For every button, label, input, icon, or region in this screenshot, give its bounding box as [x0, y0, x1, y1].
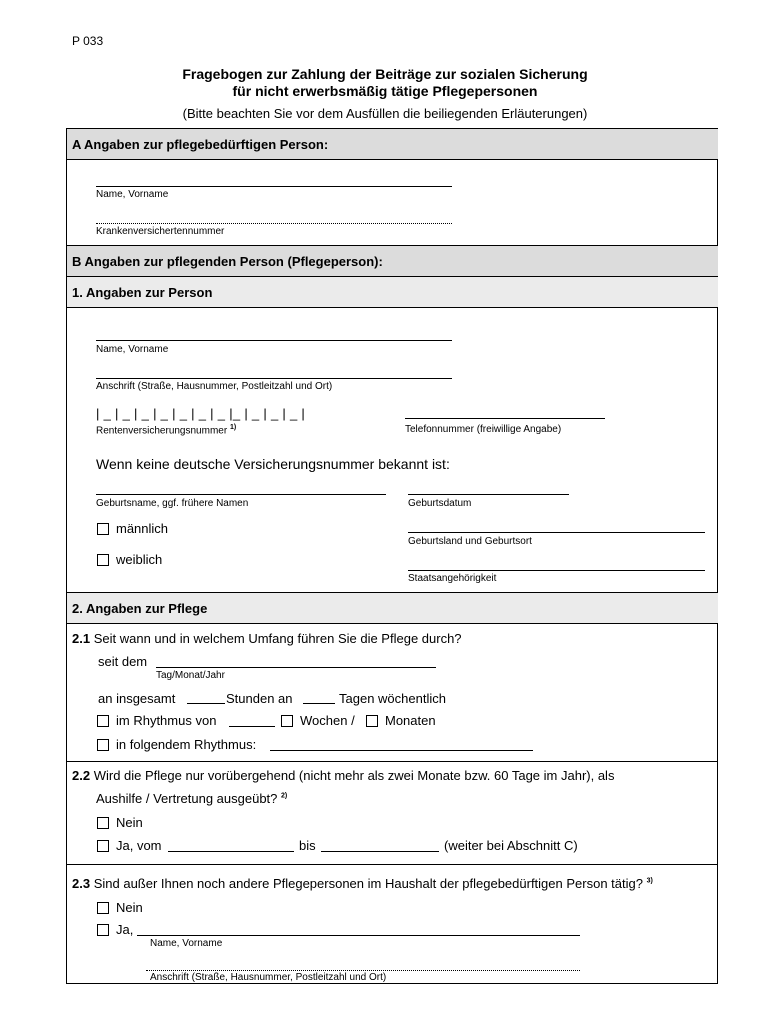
pension-footnote: 1)	[229, 424, 237, 431]
other-address-line[interactable]	[146, 970, 580, 971]
section-a-header: A Angaben zur pflegebedürftigen Person:	[67, 128, 718, 160]
caregiver-name-line[interactable]	[96, 340, 452, 341]
q21-text	[72, 631, 462, 646]
q22-no-checkbox[interactable]	[97, 817, 109, 829]
rhythm-line[interactable]	[229, 726, 275, 727]
hours-mid: Stunden an	[226, 691, 293, 706]
q22-yes-label: Ja, vom	[116, 838, 162, 853]
from-date-line[interactable]	[168, 851, 294, 852]
q22-question: Wird die Pflege nur vorübergehend (nicht mehr als zwei Monate bzw. 60 Tage im Jahr), als	[93, 768, 615, 783]
birthdate-line[interactable]	[408, 494, 569, 495]
nationality-line[interactable]	[408, 570, 705, 571]
following-rhythm-checkbox[interactable]	[97, 739, 109, 751]
q23-no-checkbox[interactable]	[97, 902, 109, 914]
rhythm-prefix: im Rhythmus von	[116, 713, 217, 728]
patient-insurance-label: Krankenversichertennummer	[96, 226, 225, 237]
hours-prefix: an insgesamt	[98, 691, 176, 706]
hours-line[interactable]	[187, 703, 225, 704]
separator-22	[67, 761, 718, 762]
hours-suffix: Tagen wöchentlich	[339, 691, 446, 706]
caregiver-address-line[interactable]	[96, 378, 452, 379]
section-b1-header: 1. Angaben zur Person	[67, 276, 718, 308]
q23-question: Sind außer Ihnen noch andere Pflegepersonen im Haushalt der pflegebedürftigen Person tätig?	[93, 876, 643, 891]
phone-line[interactable]	[405, 418, 605, 419]
birthname-label: Geburtsname, ggf. frühere Namen	[96, 498, 249, 509]
patient-name-line[interactable]	[96, 186, 452, 187]
date-hint: Tag/Monat/Jahr	[156, 670, 225, 681]
caregiver-name-label: Name, Vorname	[96, 344, 169, 355]
form-title-line1: Fragebogen zur Zahlung der Beiträge zur sozialen Sicherung	[182, 66, 588, 82]
q23-footnote: 3)	[646, 877, 653, 885]
male-label: männlich	[116, 521, 169, 536]
birthplace-label: Geburtsland und Geburtsort	[408, 536, 532, 547]
until-label: bis	[299, 838, 316, 853]
q21-number: 2.1	[72, 631, 91, 646]
birthname-line[interactable]	[96, 494, 386, 495]
q22-text-line2	[96, 791, 287, 806]
patient-name-label: Name, Vorname	[96, 189, 169, 200]
phone-label: Telefonnummer (freiwillige Angabe)	[405, 424, 562, 435]
weeks-label: Wochen /	[300, 713, 355, 728]
pension-number-field[interactable]: | _ | _ | _ | _ | _ | _ | _ |_ | _ | _ | _ |	[96, 406, 306, 421]
form-code: P 033	[72, 34, 104, 48]
caregiver-address-label: Anschrift (Straße, Hausnummer, Postleitzahl und Ort)	[96, 381, 333, 392]
pension-number-label-wrap	[96, 424, 236, 436]
rhythm-checkbox[interactable]	[97, 715, 109, 727]
months-checkbox[interactable]	[366, 715, 378, 727]
q23-no-label: Nein	[116, 900, 143, 915]
continue-c-label: (weiter bei Abschnitt C)	[444, 838, 578, 853]
birthplace-line[interactable]	[408, 532, 705, 533]
days-line[interactable]	[303, 703, 335, 704]
form-subtitle: (Bitte beachten Sie vor dem Ausfüllen die beiliegenden Erläuterungen)	[182, 106, 588, 121]
q21-question: Seit wann und in welchem Umfang führen Sie die Pflege durch?	[93, 631, 462, 646]
other-name-label: Name, Vorname	[150, 938, 223, 949]
until-date-line[interactable]	[321, 851, 439, 852]
birthdate-label: Geburtsdatum	[408, 498, 472, 509]
other-address-label: Anschrift (Straße, Hausnummer, Postleitzahl und Ort)	[150, 972, 387, 983]
nationality-label: Staatsangehörigkeit	[408, 573, 497, 584]
q23-number: 2.3	[72, 876, 91, 891]
following-rhythm-line[interactable]	[270, 750, 533, 751]
following-rhythm-label: in folgendem Rhythmus:	[116, 737, 257, 752]
separator-23	[67, 864, 718, 865]
q22-footnote: 2)	[281, 792, 288, 800]
q23-text	[72, 876, 653, 891]
q22-yes-checkbox[interactable]	[97, 840, 109, 852]
q22-text	[72, 768, 614, 783]
pension-number-label: Rentenversicherungsnummer	[96, 425, 228, 437]
patient-insurance-line[interactable]	[96, 223, 452, 224]
no-insurance-text: Wenn keine deutsche Versicherungsnummer bekannt ist:	[96, 456, 450, 472]
weeks-checkbox[interactable]	[281, 715, 293, 727]
male-checkbox[interactable]	[97, 523, 109, 535]
other-name-line[interactable]	[137, 935, 580, 936]
q23-yes-checkbox[interactable]	[97, 924, 109, 936]
since-date-line[interactable]	[156, 667, 436, 668]
section-b-header: B Angaben zur pflegenden Person (Pflegeperson):	[67, 245, 718, 277]
q22-no-label: Nein	[116, 815, 143, 830]
since-label: seit dem	[98, 654, 148, 669]
female-label: weiblich	[116, 552, 163, 567]
q23-yes-label: Ja,	[116, 922, 134, 937]
form-title-line2: für nicht erwerbsmäßig tätige Pflegepersonen	[232, 83, 538, 99]
months-label: Monaten	[385, 713, 436, 728]
q22-number: 2.2	[72, 768, 91, 783]
q22-question-cont: Aushilfe / Vertretung ausgeübt?	[96, 791, 278, 806]
female-checkbox[interactable]	[97, 554, 109, 566]
section-b2-header: 2. Angaben zur Pflege	[67, 592, 718, 624]
